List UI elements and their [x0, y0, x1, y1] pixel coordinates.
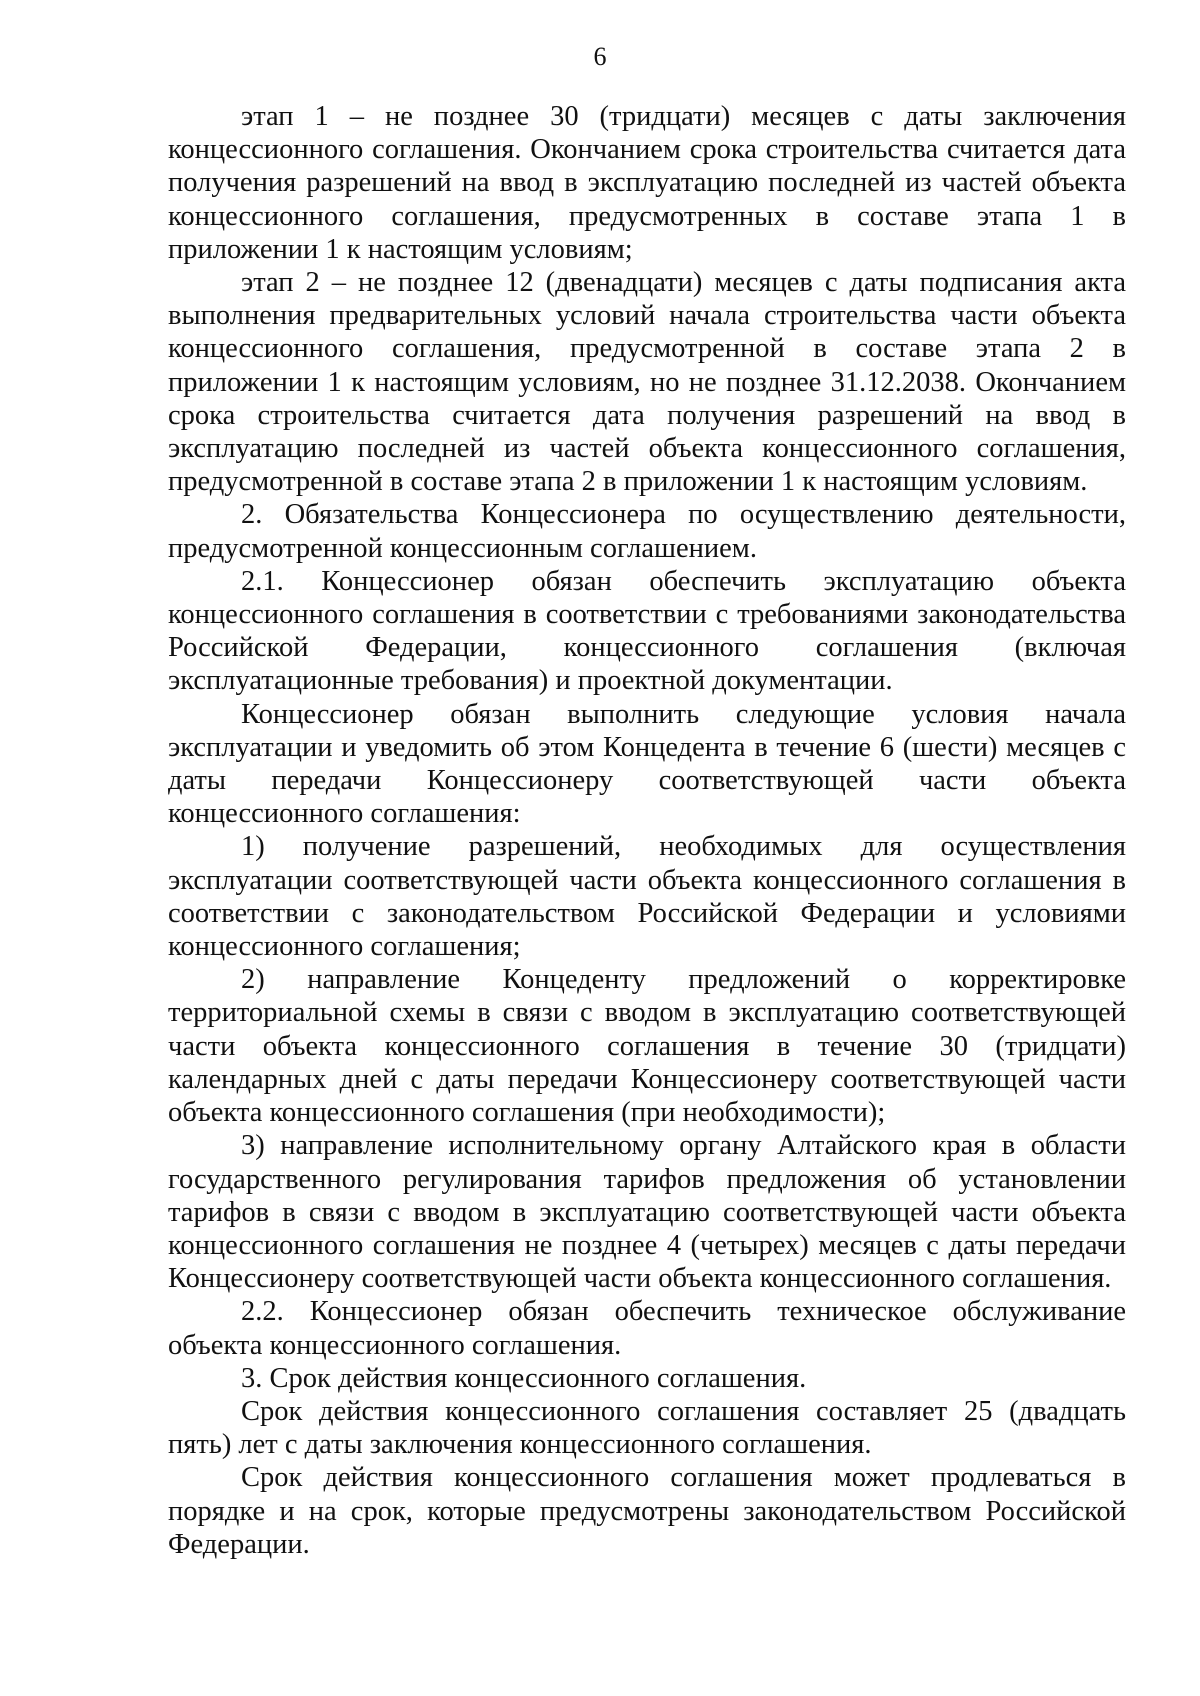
paragraph-stage-1: этап 1 – не позднее 30 (тридцати) месяцев с даты заключения концессионного соглашения. Окончанием срока строительства считается дата получения разрешений на ввод в эксплуатацию последней из частей объекта концессионного соглашения, предусмотренных в составе этапа 1 в приложении 1 к настоящим условиям;	[168, 101, 1126, 265]
section-2-heading: 2. Обязательства Концессионера по осуществлению деятельности, предусмотренной концессионным соглашением.	[168, 499, 1126, 564]
paragraph-term-extension: Срок действия концессионного соглашения может продлеваться в порядке и на срок, которые предусмотрены законодательством Российской Федерации.	[168, 1462, 1126, 1560]
list-item-1: 1) получение разрешений, необходимых для осуществления эксплуатации соответствующей части объекта концессионного соглашения в соответствии с законодательством Российской Федерации и условиями концессионного соглашения;	[168, 831, 1126, 963]
list-item-3: 3) направление исполнительному органу Алтайского края в области государственного регулирования тарифов предложения об установлении тарифов в связи с вводом в эксплуатацию соответствующей части объекта концессионного соглашения не позднее 4 (четырех) месяцев с даты передачи Концессионеру соответствующей части объекта концессионного соглашения.	[168, 1130, 1126, 1295]
list-item-2: 2) направление Концеденту предложений о корректировке территориальной схемы в связи с вводом в эксплуатацию соответствующей части объекта концессионного соглашения в течение 30 (тридцати) календарных дней с даты передачи Концессионеру соответствующей части объекта концессионного соглашения (при необходимости);	[168, 964, 1126, 1129]
paragraph-operation-conditions: Концессионер обязан выполнить следующие условия начала эксплуатации и уведомить об этом Концедента в течение 6 (шести) месяцев с даты передачи Концессионеру соответствующей части объекта концессионного соглашения:	[168, 698, 1126, 830]
document-body	[168, 100, 1126, 1561]
clause-2-1: 2.1. Концессионер обязан обеспечить эксплуатацию объекта концессионного соглашения в соответствии с требованиями законодательства Российской Федерации, концессионного соглашения (включая эксплуатационные требования) и проектной документации.	[168, 565, 1126, 697]
clause-2-2: 2.2. Концессионер обязан обеспечить техническое обслуживание объекта концессионного соглашения.	[168, 1296, 1126, 1361]
paragraph-stage-2: этап 2 – не позднее 12 (двенадцати) месяцев с даты подписания акта выполнения предварительных условий начала строительства части объекта концессионного соглашения, предусмотренной в составе этапа 2 в приложении 1 к настоящим условиям, но не позднее 31.12.2038. Окончанием срока строительства считается дата получения разрешений на ввод в эксплуатацию последней из частей объекта концессионного соглашения, предусмотренной в составе этапа 2 в приложении 1 к настоящим условиям.	[168, 267, 1126, 498]
section-3-heading: 3. Срок действия концессионного соглашения.	[241, 1362, 807, 1394]
page-number: 6	[593, 42, 607, 71]
paragraph-term-duration: Срок действия концессионного соглашения составляет 25 (двадцать пять) лет с даты заключения концессионного соглашения.	[168, 1395, 1126, 1461]
